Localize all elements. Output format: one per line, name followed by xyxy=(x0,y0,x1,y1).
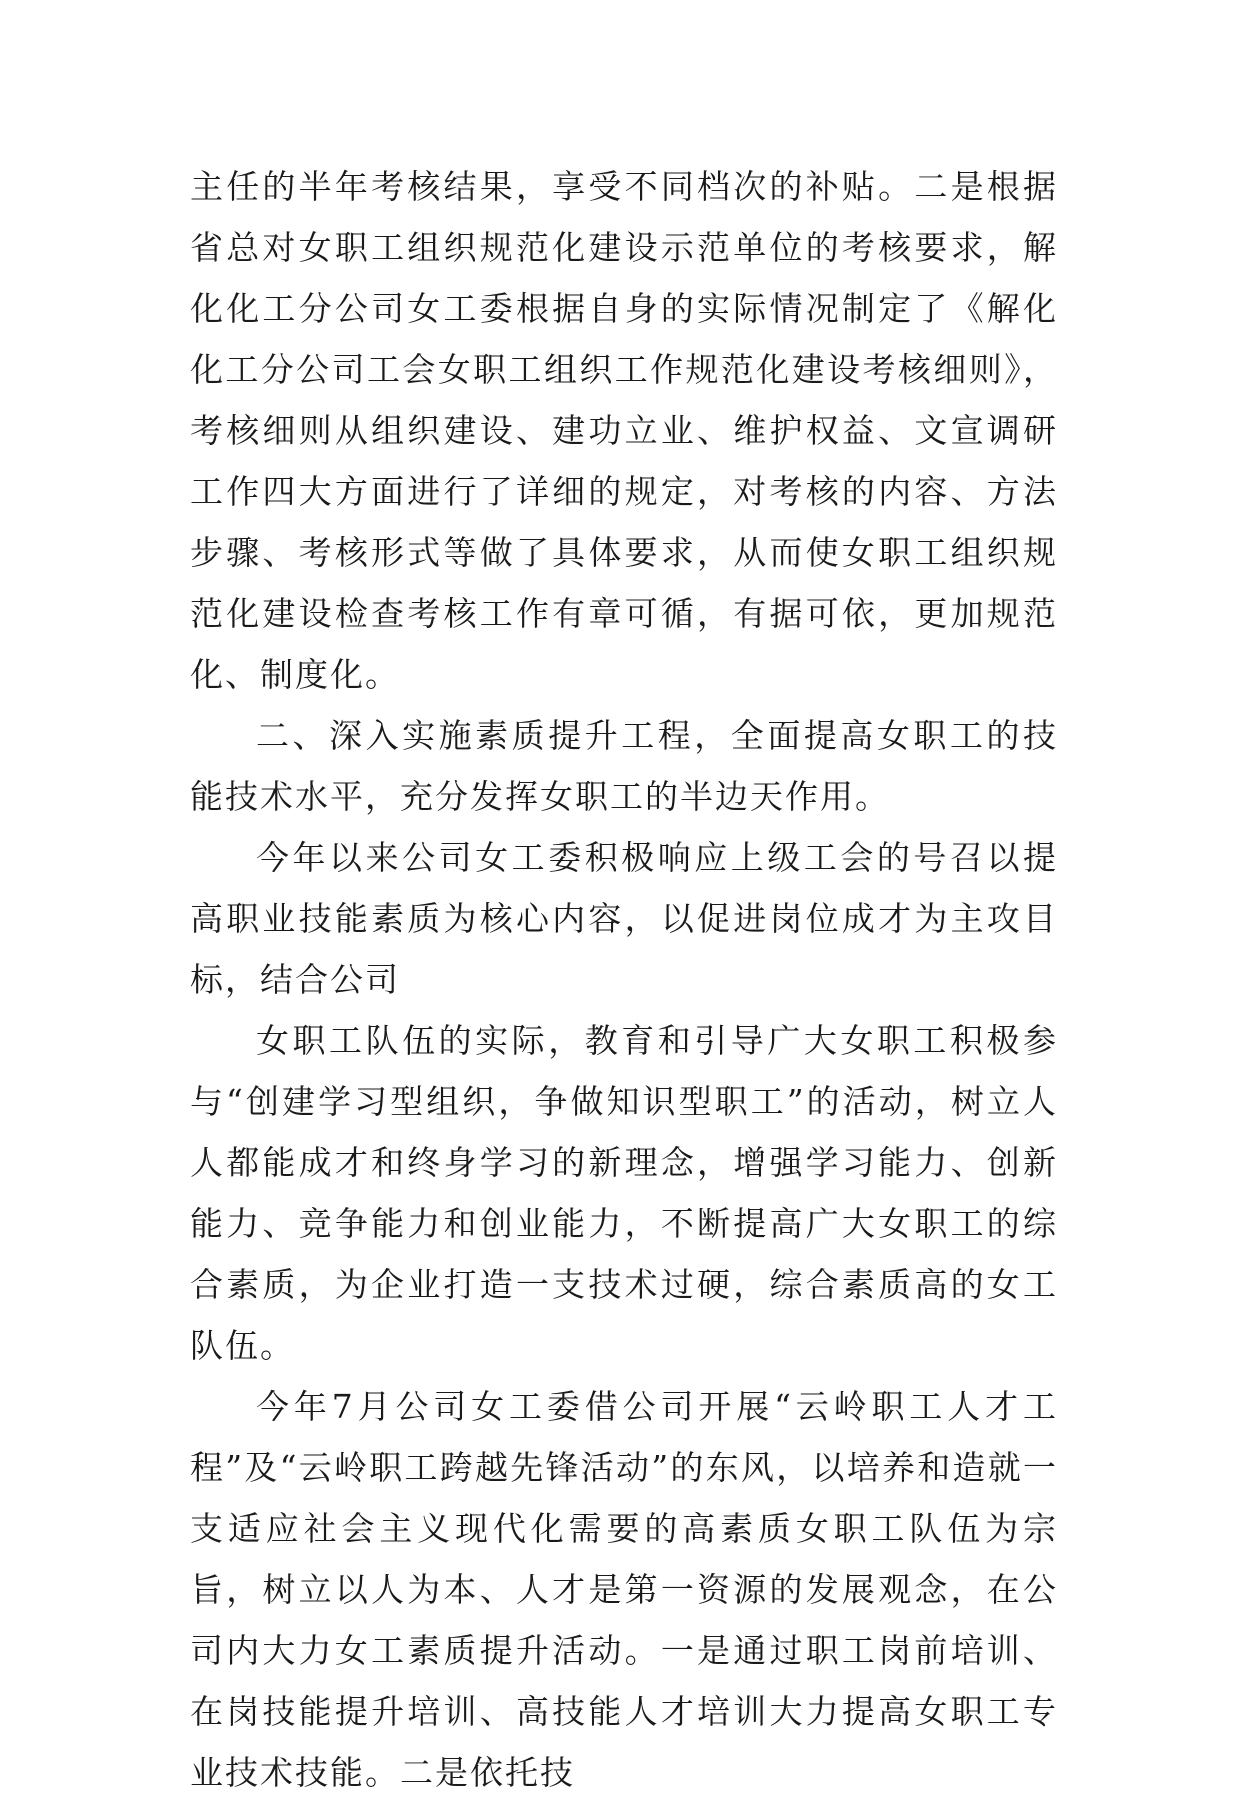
document-body xyxy=(190,156,1058,1803)
paragraph-2: 二、深入实施素质提升工程，全面提高女职工的技能技术水平，充分发挥女职工的半边天作用。 xyxy=(190,716,1058,816)
paragraph-4: 女职工队伍的实际，教育和引导广大女职工积极参与“创建学习型组织，争做知识型职工”的活动，树立人人都能成才和终身学习的新理念，增强学习能力、创新能力、竞争能力和创业能力，不断提高广大女职工的综合素质，为企业打造一支技术过硬，综合素质高的女工队伍。 xyxy=(190,1021,1058,1365)
paragraph-5: 今年7月公司女工委借公司开展“云岭职工人才工程”及“云岭职工跨越先锋活动”的东风，以培养和造就一支适应社会主义现代化需要的高素质女职工队伍为宗旨，树立以人为本、人才是第一资源的发展观念，在公司内大力女工素质提升活动。一是通过职工岗前培训、在岗技能提升培训、高技能人才培训大力提高女职工专业技术技能。二是依托技 xyxy=(190,1387,1058,1792)
paragraph-3: 今年以来公司女工委积极响应上级工会的号召以提高职业技能素质为核心内容，以促进岗位成才为主攻目标，结合公司 xyxy=(190,838,1058,999)
paragraph-1: 主任的半年考核结果，享受不同档次的补贴。二是根据省总对女职工组织规范化建设示范单位的考核要求，解化化工分公司女工委根据自身的实际情况制定了《解化化工分公司工会女职工组织工作规范化建设考核细则》，考核细则从组织建设、建功立业、维护权益、文宣调研工作四大方面进行了详细的规定，对考核的内容、方法步骤、考核形式等做了具体要求，从而使女职工组织规范化建设检查考核工作有章可循，有据可依，更加规范化、制度化。 xyxy=(190,167,1058,694)
